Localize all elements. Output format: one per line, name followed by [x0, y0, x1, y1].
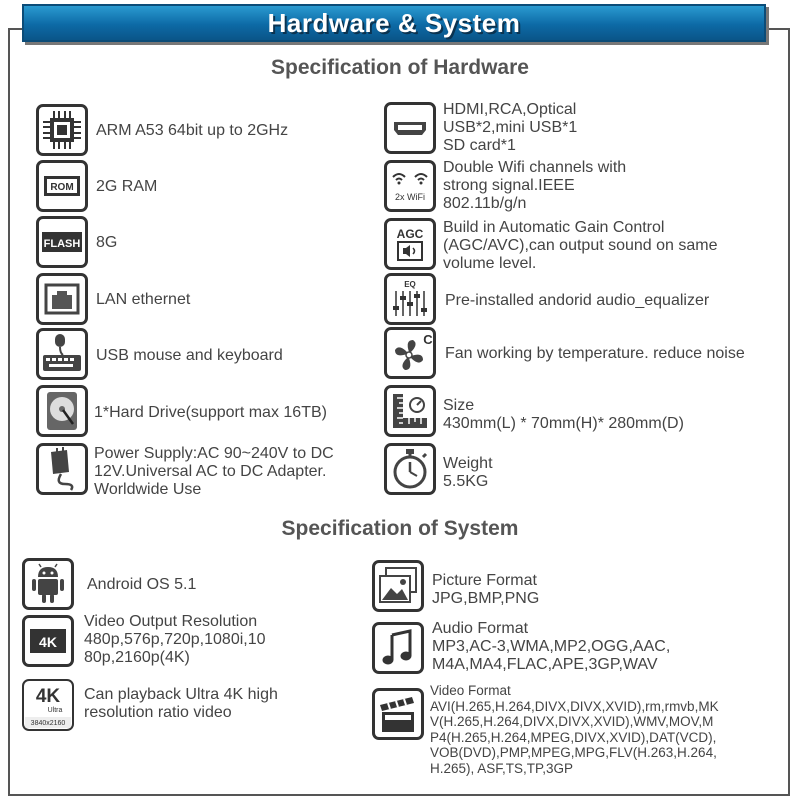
power-spec-text: Power Supply:AC 90~240V to DC 12V.Universal AC to DC Adapter. Worldwide Use [94, 445, 334, 498]
4k-ultra-icon [22, 679, 74, 731]
android-spec-text: Android OS 5.1 [87, 576, 197, 593]
equalizer-spec-text: Pre-installed andorid audio_equalizer [445, 292, 710, 309]
lan-port-icon [36, 273, 88, 325]
header-banner [22, 4, 766, 42]
ram-spec-text: 2G RAM [96, 178, 158, 195]
weight-spec-text: Weight 5.5KG [443, 455, 493, 490]
4k-ultra-icon-resolution: 3840x2160 [30, 720, 66, 727]
agc-icon [384, 218, 436, 270]
hdmi-port-icon [384, 102, 436, 154]
4k-ultra-icon-label: 4K [35, 686, 61, 707]
wifi-spec-text: Double Wifi channels with strong signal.IEEE 802.11b/g/n [443, 159, 627, 212]
android-icon [22, 558, 74, 610]
fan-spec-text: Fan working by temperature. reduce noise [445, 345, 745, 362]
size-spec-text: Size 430mm(L) * 70mm(H)* 280mm(D) [443, 397, 684, 432]
ports-spec-text: HDMI,RCA,Optical USB*2,mini USB*1 SD card*1 [443, 101, 578, 154]
wifi-icon [384, 160, 436, 212]
stopwatch-icon [384, 443, 436, 495]
storage-spec-text: 8G [96, 234, 118, 251]
usb-input-spec-text: USB mouse and keyboard [96, 347, 283, 364]
4k-display-icon [22, 615, 74, 667]
fan-icon-label: C [423, 332, 433, 347]
picture-icon [372, 560, 424, 612]
page-title: Hardware & System [267, 8, 521, 38]
lan-spec-text: LAN ethernet [96, 291, 191, 308]
keyboard-mouse-icon [36, 328, 88, 380]
flash-icon-label: FLASH [43, 238, 81, 250]
audio-format-spec-text: Audio Format MP3,AC-3,WMA,MP2,OGG,AAC, M4A,MA4,FLAC,APE,3GP,WAV [432, 620, 671, 673]
4k-display-icon-label: 4K [39, 634, 57, 650]
size-ruler-icon [384, 385, 436, 437]
flash-icon [36, 216, 88, 268]
fan-icon [384, 327, 436, 379]
4k-ultra-icon-sub: Ultra [47, 707, 63, 714]
video-format-spec-text: Video Format AVI(H.265,H.264,DIVX,DIVX,XVID),rm,rmvb,MK V(H.265,H.264,DIVX,DIVX,XVID),WMV,MOV,M P4(H.265,H.264,MPEG,DIVX,XVID),DAT(VCD), VOB(DVD),PMP,MPEG,MPG,FLV(H.263,H.264, H.265), ASF,TS,TP,3GP [430, 683, 719, 776]
rom-icon-label: ROM [50, 182, 74, 193]
system-heading: Specification of System [281, 517, 519, 540]
wifi-icon-label: 2x WiFi [395, 192, 425, 202]
hardware-heading: Specification of Hardware [271, 56, 529, 79]
equalizer-icon [384, 273, 436, 325]
eq-icon-label: EQ [404, 280, 416, 289]
cpu-chip-icon [36, 104, 88, 156]
video-output-spec-text: Video Output Resolution 480p,576p,720p,1080i,10 80p,2160p(4K) [84, 613, 266, 666]
clapperboard-icon [372, 688, 424, 740]
hdd-spec-text: 1*Hard Drive(support max 16TB) [94, 404, 327, 421]
rom-icon [36, 160, 88, 212]
power-adapter-icon [36, 443, 88, 495]
music-note-icon [372, 622, 424, 674]
agc-icon-label: AGC [396, 227, 424, 241]
4k-playback-spec-text: Can playback Ultra 4K high resolution ratio video [84, 686, 278, 721]
agc-spec-text: Build in Automatic Gain Control (AGC/AVC),can output sound on same volume level. [443, 219, 718, 272]
hard-drive-icon [36, 385, 88, 437]
picture-format-spec-text: Picture Format JPG,BMP,PNG [432, 572, 540, 607]
cpu-spec-text: ARM A53 64bit up to 2GHz [96, 122, 289, 139]
